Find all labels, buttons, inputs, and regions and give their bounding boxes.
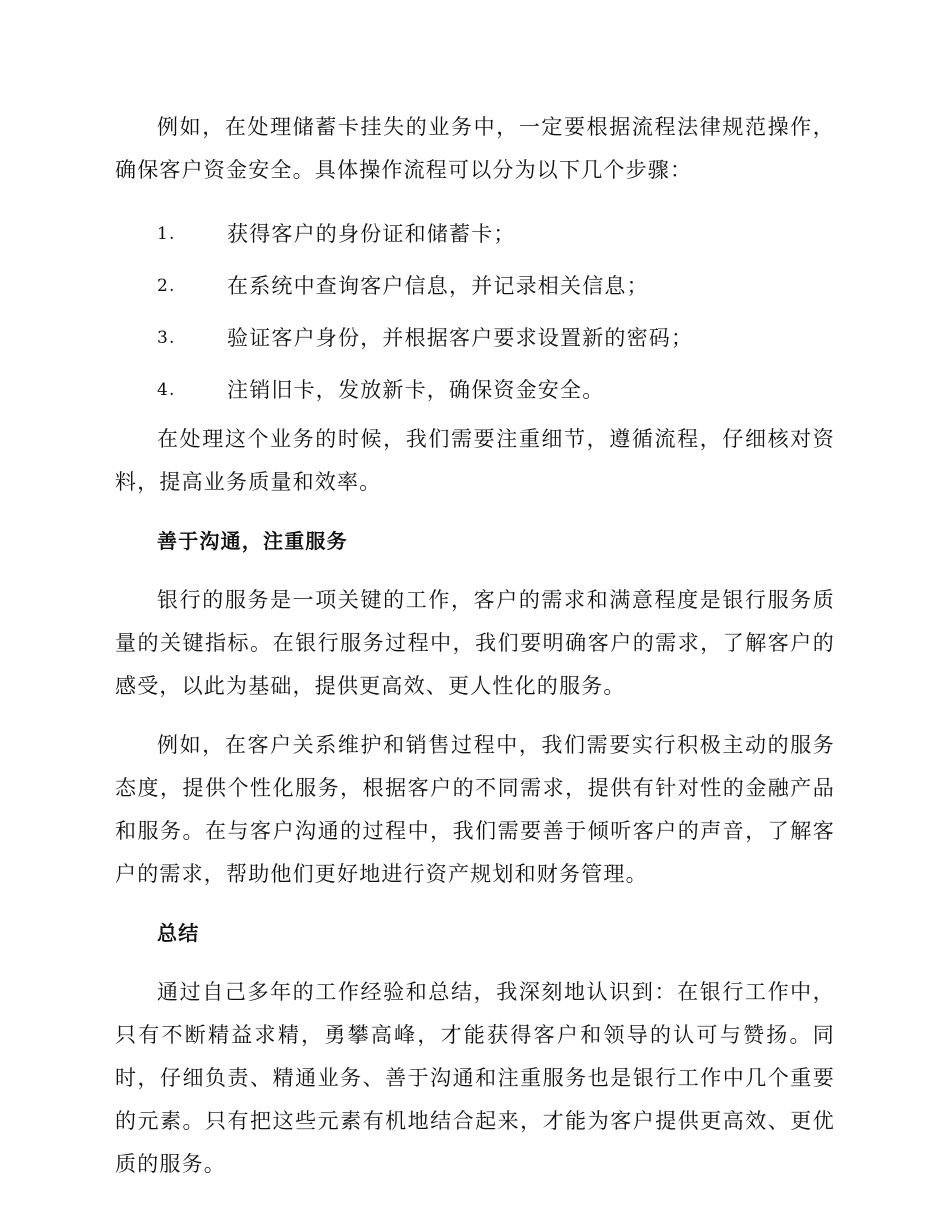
list-item — [115, 260, 835, 312]
list-item-number: 4. — [157, 380, 176, 400]
list-item-text: 获得客户的身份证和储蓄卡； — [227, 222, 516, 246]
section-heading-communication: 善于沟通，注重服务 — [157, 529, 348, 553]
communication-paragraph-2: 例如，在客户关系维护和销售过程中，我们需要实行积极主动的服务态度，提供个性化服务，根据客户的不同需求，提供有针对性的金融产品和服务。在与客户沟通的过程中，我们需要善于倾听客户的声音，了解客户的需求，帮助他们更好地进行资产规划和财务管理。 — [115, 733, 835, 886]
steps-list — [115, 208, 835, 416]
summary-paragraph: 通过自己多年的工作经验和总结，我深刻地认识到：在银行工作中，只有不断精益求精，勇攀高峰，才能获得客户和领导的认可与赞扬。同时，仔细负责、精通业务、善于沟通和注重服务也是银行工作中几个重要的元素。只有把这些元素有机地结合起来，才能为客户提供更高效、更优质的服务。 — [115, 980, 835, 1176]
after-steps-paragraph: 在处理这个业务的时候，我们需要注重细节，遵循流程，仔细核对资料，提高业务质量和效率。 — [115, 427, 835, 494]
document-page — [115, 106, 835, 1202]
list-item-number: 3. — [157, 328, 176, 348]
list-item-number: 2. — [157, 276, 176, 296]
communication-paragraph-1: 银行的服务是一项关键的工作，客户的需求和满意程度是银行服务质量的关键指标。在银行服务过程中，我们要明确客户的需求，了解客户的感受，以此为基础，提供更高效、更人性化的服务。 — [115, 588, 835, 698]
section-heading-summary: 总结 — [157, 921, 200, 945]
list-item — [115, 364, 835, 416]
list-item-text: 注销旧卡，发放新卡，确保资金安全。 — [227, 378, 605, 402]
list-item-text: 验证客户身份，并根据客户要求设置新的密码； — [227, 326, 694, 350]
intro-paragraph: 例如，在处理储蓄卡挂失的业务中，一定要根据流程法律规范操作，确保客户资金安全。具体操作流程可以分为以下几个步骤： — [115, 115, 835, 182]
list-item — [115, 312, 835, 364]
list-item — [115, 208, 835, 260]
list-item-text: 在系统中查询客户信息，并记录相关信息； — [227, 274, 649, 298]
list-item-number: 1. — [157, 224, 176, 244]
